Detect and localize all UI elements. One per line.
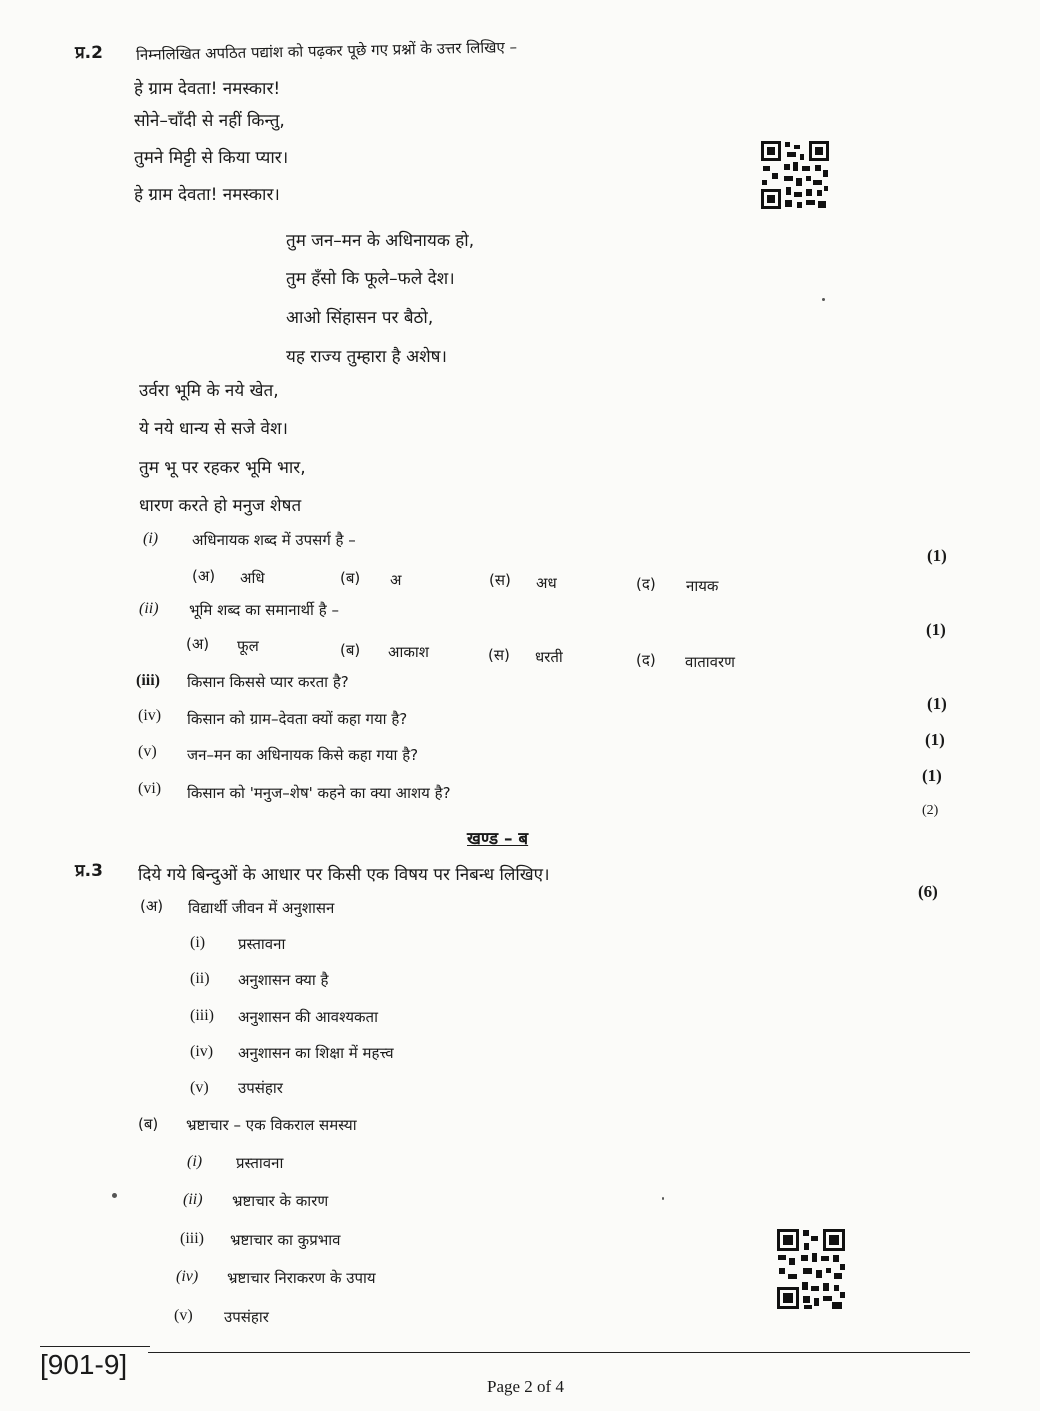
poem-line: उर्वरा भूमि के नये खेत, — [139, 381, 279, 401]
q2-label: प्र.2 — [75, 43, 103, 63]
point-text: अनुशासन का शिक्षा में महत्त्व — [238, 1044, 394, 1062]
question-number: (i) — [143, 530, 159, 547]
topic-title: भ्रष्टाचार – एक विकराल समस्या — [186, 1116, 357, 1134]
option-label: (ब) — [340, 641, 361, 659]
option-label: (द) — [636, 651, 656, 669]
poem-line: तुम हँसो कि फूले–फले देश। — [286, 269, 455, 289]
point-text: उपसंहार — [224, 1308, 269, 1326]
point-text: अनुशासन की आवश्यकता — [238, 1008, 378, 1026]
marks: (6) — [918, 882, 938, 901]
question-number: (iv) — [138, 707, 162, 724]
point-text: प्रस्तावना — [238, 935, 286, 953]
point-text: भ्रष्टाचार निराकरण के उपाय — [227, 1269, 376, 1287]
scan-speck — [112, 1193, 117, 1198]
option-text: अध — [536, 574, 557, 592]
point-text: भ्रष्टाचार के कारण — [232, 1192, 329, 1210]
question-number: (v) — [138, 743, 157, 760]
scan-speck — [662, 1197, 664, 1200]
option-label: (अ) — [192, 567, 216, 585]
point-number: (i) — [187, 1153, 203, 1170]
option-text: अधि — [240, 569, 265, 587]
qr-code-icon — [776, 1228, 846, 1310]
option-text: वातावरण — [685, 653, 735, 671]
poem-line: तुम जन–मन के अधिनायक हो, — [286, 231, 475, 251]
question-text: भूमि शब्द का समानार्थी है – — [189, 601, 339, 619]
topic-label: (अ) — [140, 897, 164, 915]
question-text: किसान किससे प्यार करता है? — [187, 673, 349, 691]
option-label: (द) — [636, 575, 656, 593]
paper-code: [901-9] — [40, 1349, 128, 1380]
marks: (2) — [922, 803, 939, 818]
q3-instruction: दिये गये बिन्दुओं के आधार पर किसी एक विषय पर निबन्ध लिखिए। — [138, 865, 550, 885]
point-text: भ्रष्टाचार का कुप्रभाव — [230, 1231, 341, 1249]
question-text: जन–मन का अधिनायक किसे कहा गया है? — [187, 746, 419, 764]
option-text: धरती — [535, 648, 563, 666]
poem-line: तुमने मिट्टी से किया प्यार। — [134, 148, 289, 168]
option-text: अ — [390, 571, 402, 589]
marks: (1) — [926, 620, 946, 639]
question-number: (ii) — [139, 600, 159, 617]
point-text: उपसंहार — [238, 1079, 283, 1097]
point-text: प्रस्तावना — [236, 1154, 284, 1172]
poem-line: तुम भू पर रहकर भूमि भार, — [139, 458, 306, 478]
question-text: अधिनायक शब्द में उपसर्ग है – — [192, 531, 356, 549]
poem-line: सोने–चाँदी से नहीं किन्तु, — [134, 111, 285, 131]
option-text: नायक — [686, 577, 719, 595]
poem-line: हे ग्राम देवता! नमस्कार! — [134, 79, 281, 99]
poem-line: यह राज्य तुम्हारा है अशेष। — [286, 347, 447, 367]
poem-line: ये नये धान्य से सजे वेश। — [139, 419, 288, 439]
point-number: (iv) — [190, 1043, 214, 1060]
option-label: (स) — [488, 646, 510, 664]
point-number: (v) — [174, 1307, 193, 1324]
point-number: (ii) — [183, 1191, 203, 1208]
option-label: (ब) — [340, 569, 361, 587]
point-text: अनुशासन क्या है — [238, 971, 329, 989]
question-text: किसान को 'मनुज–शेष' कहने का क्या आशय है? — [187, 784, 451, 802]
marks: (1) — [927, 546, 947, 565]
question-number: (vi) — [138, 780, 162, 797]
scan-speck — [822, 298, 825, 301]
option-text: आकाश — [388, 643, 429, 661]
section-heading: खण्ड – ब — [467, 829, 529, 849]
qr-code-icon — [760, 140, 830, 210]
option-text: फूल — [237, 637, 259, 655]
point-number: (iii) — [180, 1230, 204, 1247]
point-number: (iv) — [176, 1268, 199, 1285]
q3-label: प्र.3 — [75, 861, 103, 881]
point-number: (i) — [190, 934, 206, 951]
page-number: Page 2 of 4 — [487, 1377, 564, 1396]
point-number: (ii) — [190, 970, 210, 987]
poem-line: हे ग्राम देवता! नमस्कार। — [134, 185, 280, 205]
question-text: किसान को ग्राम–देवता क्यों कहा गया है? — [187, 710, 408, 728]
topic-title: विद्यार्थी जीवन में अनुशासन — [188, 899, 335, 917]
question-number: (iii) — [136, 672, 160, 689]
q2-instruction: निम्नलिखित अपठित पद्यांश को पढ़कर पूछे गए प्रश्नों के उत्तर लिखिए – — [135, 38, 518, 64]
point-number: (v) — [190, 1079, 209, 1096]
marks: (1) — [925, 730, 945, 749]
poem-line: धारण करते हो मनुज शेषत — [139, 496, 302, 516]
marks: (1) — [927, 694, 947, 713]
point-number: (iii) — [190, 1007, 214, 1024]
poem-line: आओ सिंहासन पर बैठो, — [286, 308, 434, 328]
marks: (1) — [922, 766, 942, 785]
option-label: (अ) — [186, 635, 210, 653]
option-label: (स) — [489, 571, 511, 589]
footer-rule-left — [40, 1346, 150, 1347]
topic-label: (ब) — [138, 1115, 159, 1133]
footer-rule — [148, 1352, 970, 1353]
